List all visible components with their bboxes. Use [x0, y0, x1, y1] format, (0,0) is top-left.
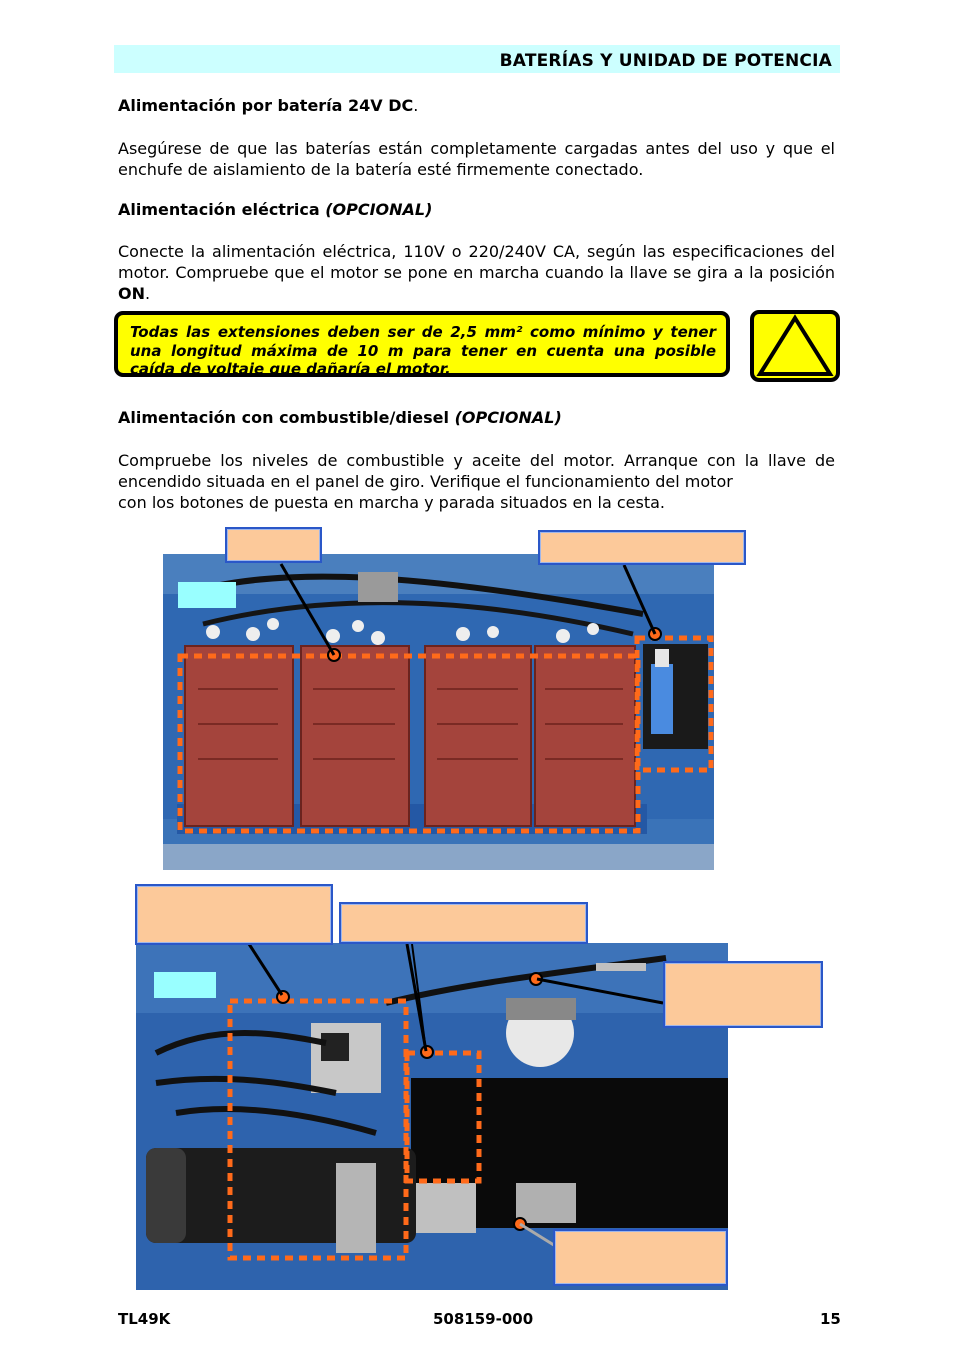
- footer-doc-number: 508159-000: [433, 1310, 534, 1328]
- fuel-optional: (OPCIONAL): [454, 408, 562, 427]
- callout-box-pump: [553, 1229, 728, 1286]
- section-title: BATERÍAS Y UNIDAD DE POTENCIA: [499, 51, 832, 71]
- electric-heading-text: Alimentación eléctrica: [118, 200, 326, 219]
- footer-page-number: 15: [820, 1310, 841, 1328]
- battery-paragraph: Asegúrese de que las baterías están completamente cargadas antes del uso y que el enchufe de aislamiento de la batería esté firmemente conectado.: [118, 139, 835, 179]
- callout-box-tank: [339, 902, 588, 944]
- callout-box-valves: [135, 884, 333, 945]
- electric-body-1: Conecte la alimentación eléctrica, 110V o 220/240V CA, según las especificaciones del motor. Compruebe que el motor se pone en marcha cuando la llave se gira a la posición: [118, 242, 835, 282]
- battery-heading-text: Alimentación por batería 24V DC: [118, 96, 414, 115]
- electric-optional: (OPCIONAL): [325, 200, 433, 219]
- fuel-body-1: Compruebe los niveles de combustible y aceite del motor. Arranque con la llave de encendido situada en el panel de giro. Verifique el funcionamiento del motor: [118, 451, 835, 491]
- callout-box-hose: [663, 961, 823, 1028]
- electric-body-2: .: [145, 284, 151, 303]
- fuel-body-2: con los botones de puesta en marcha y parada situados en la cesta.: [118, 493, 665, 512]
- electric-on-label: ON: [118, 284, 145, 303]
- fuel-heading-text: Alimentación con combustible/diesel: [118, 408, 455, 427]
- warning-box: Todas las extensiones deben ser de 2,5 mm² como mínimo y tener una longitud máxima de 10 m para tener en cuenta una posible caída de voltaje que dañaría el motor.: [114, 311, 730, 377]
- battery-heading-suffix: .: [413, 96, 419, 115]
- footer-model: TL49K: [118, 1310, 171, 1328]
